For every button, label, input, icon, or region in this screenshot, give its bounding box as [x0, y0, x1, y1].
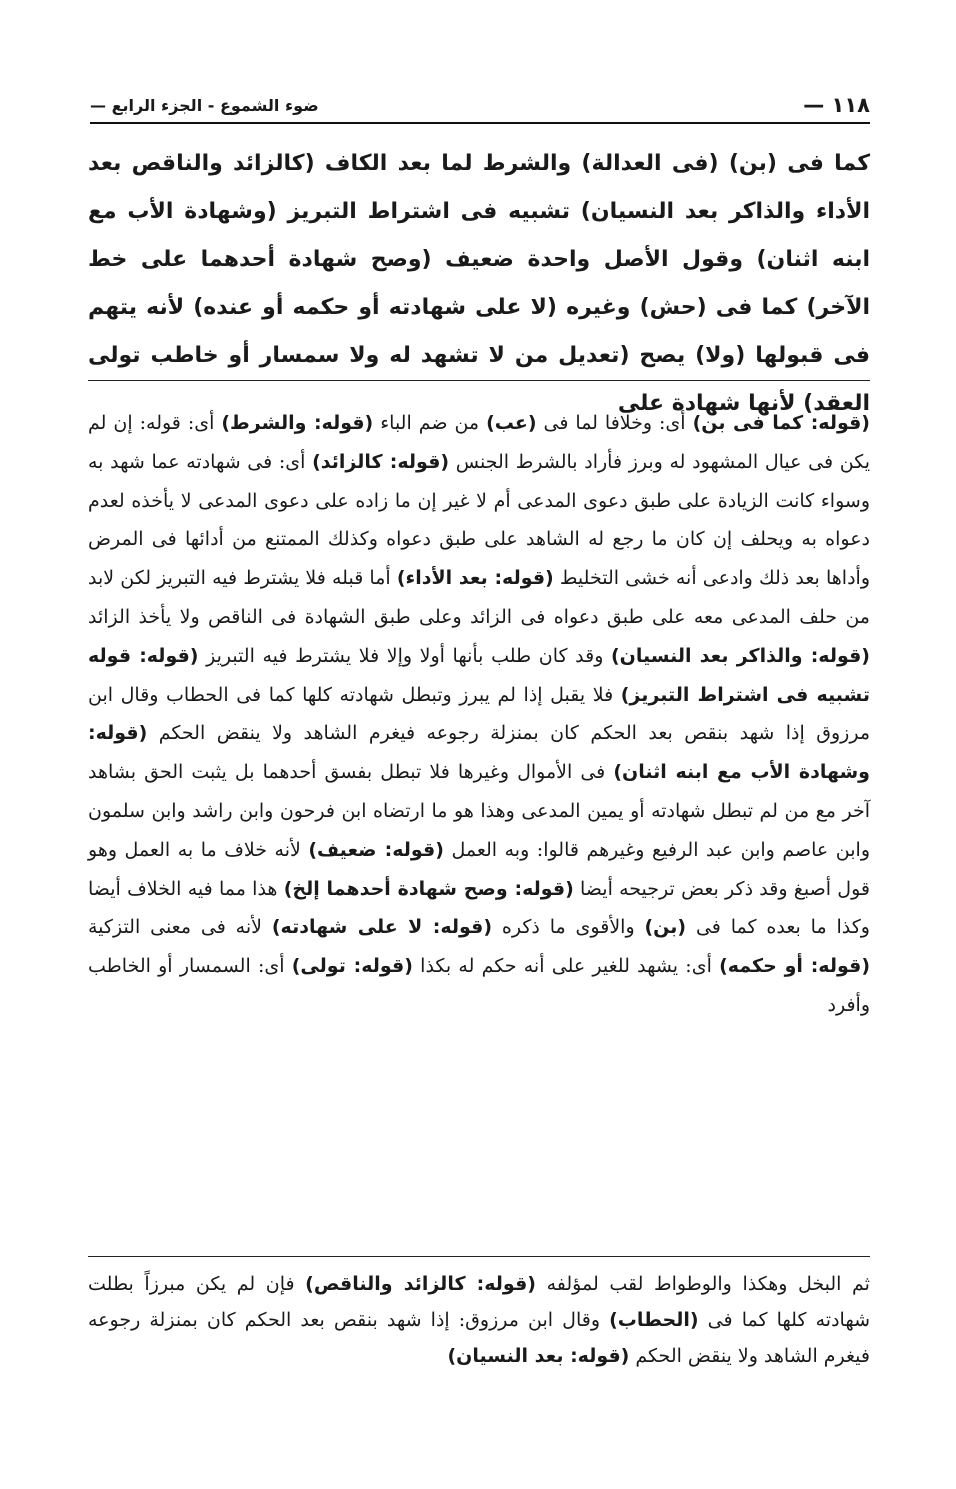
quoted-phrase: (قوله: وشهادة الأب مع ابنه اثنان): [88, 722, 870, 784]
quoted-phrase: (بن): [644, 916, 687, 939]
main-text-divider: [88, 380, 870, 381]
page-number: ١١٨ —: [803, 93, 870, 117]
running-header: [90, 88, 870, 124]
commentary-segment: فإن لم يكن مبرزاً بطلت شهادته كلها كما فى: [88, 1273, 870, 1331]
commentary-text: [88, 404, 870, 1025]
commentary-segment: والأقوى ما ذكره: [492, 916, 645, 939]
commentary-segment: لأنه فى معنى التزكية: [88, 916, 272, 939]
quoted-phrase: (قوله: ضعيف): [308, 838, 444, 861]
quoted-phrase: (قوله: لا على شهادته): [271, 916, 493, 939]
commentary-segment: أى: يشهد للغير على أنه حكم له بكذا: [412, 955, 720, 978]
footnote-divider: [88, 1256, 870, 1257]
commentary-segment: أما قبله فلا يشترط فيه التبريز لكن لابد من حلف المدعى معه على طبق دعواه فى الزائد وعلى طبق الشهادة فى الناقص ولا يأخذ الزائد: [88, 567, 870, 628]
main-text: كما فى (بن) (فى العدالة) والشرط لما بعد الكاف (كالزائد والناقص بعد الأداء والذاكر بعد النسيان) تشبيه فى اشتراط التبريز (وشهادة الأب مع ابنه اثنان) وقول الأصل واحدة ضعيف (وصح شهادة أحدهما على خط الآخر) كما فى (حش) وغيره (لا على شهادته أو حكمه أو عنده) لأنه يتهم فى قبولها (ولا) يصح (تعديل من لا تشهد له ولا سمسار أو خاطب تولى العقد) لأنها شهادة على: [88, 151, 870, 416]
quoted-phrase: (قوله: كالزائد): [312, 450, 450, 473]
commentary-segment: أى: السمسار أو الخاطب وأفرد: [88, 955, 870, 1016]
commentary-segment: وقد كان طلب بأنها أولا وإلا فلا يشترط فيه التبريز: [198, 644, 611, 667]
quoted-phrase: (قوله: أو حكمه): [719, 955, 871, 978]
quoted-phrase: (قوله: وصح شهادة أحدهما إلخ): [283, 877, 574, 900]
commentary-segment: ثم البخل وهكذا والوطواط لقب لمؤلفه: [535, 1273, 870, 1295]
commentary-segment: وقال ابن مرزوق: إذا شهد بنقص بعد الحكم كان بمنزلة رجوعه فيغرم الشاهد ولا ينقض الحكم: [88, 1309, 870, 1367]
running-title: ضوء الشموع - الجزء الرابع —: [90, 96, 319, 115]
commentary-segment: فلا يقبل إذا لم يبرز وتبطل شهادته كلها كما فى الحطاب وقال ابن مرزوق إذا شهد بنقص بعد الحكم كان بمنزلة رجوعه فيغرم الشاهد ولا ينقض الحكم: [88, 683, 870, 745]
quoted-phrase: (قوله: قوله تشبيه فى اشتراط التبريز): [88, 644, 870, 706]
commentary-segment: فى الأموال وغيرها فلا تبطل بفسق أحدهما بل يثبت الحق بشاهد آخر مع من لم تبطل شهادته أو يمين المدعى وهذا هو ما ارتضاه ابن فرحون وابن راشد وابن سلمون وابن عاصم وابن عبد الرفيع وغيرهم قالوا: وبه العمل: [88, 761, 871, 861]
quoted-phrase: (عب): [486, 412, 537, 434]
quoted-phrase: (قوله: كما فى بن): [692, 412, 870, 434]
quoted-phrase: (قوله: والشرط): [221, 412, 374, 434]
commentary-segment: لأنه خلاف ما به العمل وهو قول أصبغ وقد ذكر بعض ترجيحه أيضا: [88, 838, 870, 900]
commentary-segment: من ضم الباء: [373, 412, 487, 434]
quoted-phrase: (قوله: بعد النسيان): [447, 1345, 630, 1367]
commentary-segment: أى: وخلافا لما فى: [536, 412, 693, 434]
quoted-phrase: (قوله: بعد الأداء): [396, 567, 554, 590]
quoted-phrase: (قوله: والذاكر بعد النسيان): [610, 644, 870, 667]
commentary-segment: هذا مما فيه الخلاف أيضا وكذا ما بعده كما فى: [88, 877, 870, 939]
commentary-segment: أى: قوله: إن لم يكن فى عيال المشهود له وبرز فأراد بالشرط الجنس: [88, 412, 870, 473]
commentary-segment: أى: فى شهادته عما شهد به وسواء كانت الزيادة على طبق دعوى المدعى أم لا غير إن ما زاده على دعوى المدعى لا يأخذه لعدم دعواه به ويحلف إن كان ما رجع له الشاهد على طبق دعواه وكذلك الممتنع من أدائها فى المرض وأداها بعد ذلك وادعى أنه خشى التخليط: [88, 450, 871, 590]
quoted-phrase: (قوله: كالزائد والناقص): [305, 1273, 536, 1295]
footnote-text: [88, 1266, 870, 1374]
quoted-phrase: (الحطاب): [609, 1309, 699, 1331]
quoted-phrase: (قوله: تولى): [291, 955, 413, 978]
